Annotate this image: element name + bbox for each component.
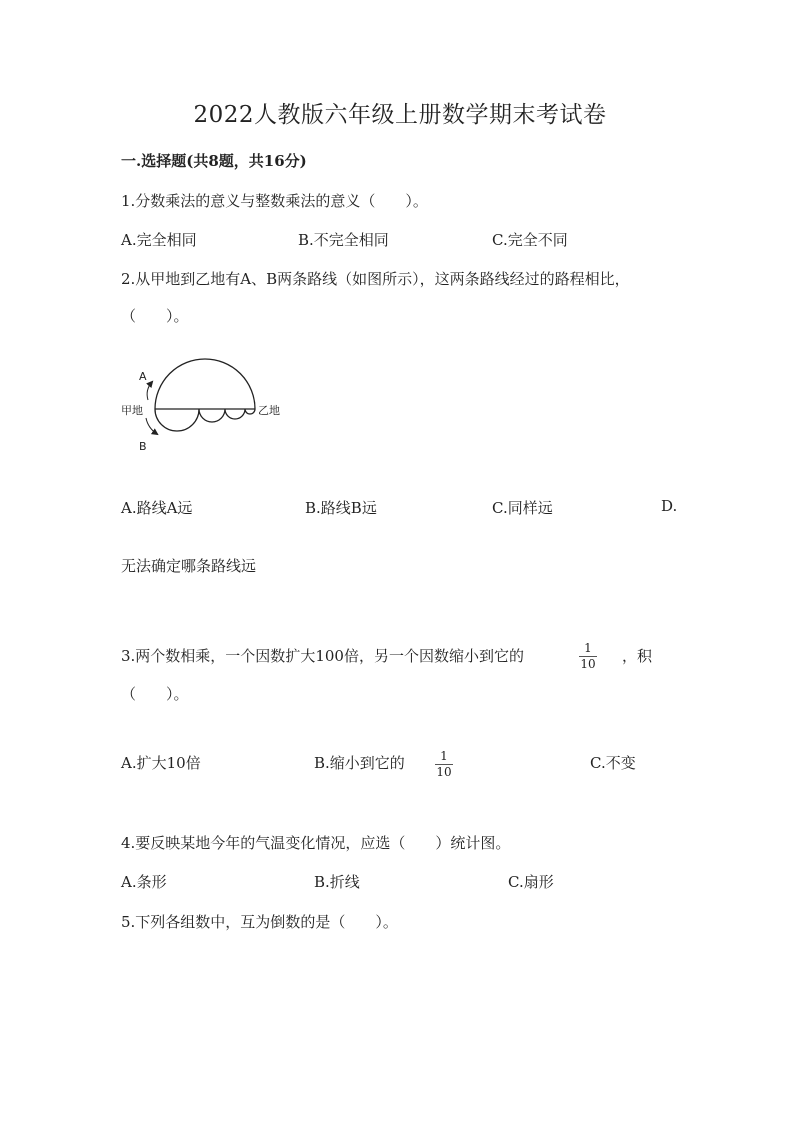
fraction-denominator: 10 [436, 765, 452, 779]
question-1-option-c: C.完全不同 [492, 231, 568, 249]
start-label: 甲地 [121, 404, 143, 417]
fraction-numerator: 1 [440, 749, 448, 763]
route-diagram [115, 352, 295, 462]
route-a-arc [155, 359, 255, 409]
route-a-arrow [147, 382, 152, 400]
route-b-arrow [146, 418, 157, 434]
question-2-text-line2: （ ）。 [121, 307, 189, 325]
route-a-label: A [139, 370, 147, 383]
option-b-fraction [435, 745, 453, 779]
question-3-text-before: 3.两个数相乘，一个因数扩大100倍，另一个因数缩小到它的 [121, 647, 524, 665]
question-3-option-c: C.不变 [590, 754, 636, 772]
question-1-text: 1.分数乘法的意义与整数乘法的意义（ ）。 [121, 192, 428, 210]
question-2-option-a: A.路线A远 [121, 499, 193, 517]
page-title: 2022人教版六年级上册数学期末考试卷 [193, 102, 607, 128]
question-4-text: 4.要反映某地今年的气温变化情况，应选（ ）统计图。 [121, 834, 511, 852]
fraction-numerator: 1 [584, 641, 592, 655]
question-2-text-line1: 2.从甲地到乙地有A、B两条路线（如图所示），这两条路线经过的路程相比， [121, 270, 630, 288]
question-2-option-d: D. [661, 497, 678, 515]
question-4-option-a: A.条形 [121, 873, 167, 891]
question-3-text-line2: （ ）。 [121, 685, 189, 703]
question-4-option-b: B.折线 [314, 873, 360, 891]
fraction-denominator: 10 [580, 657, 596, 671]
question-3-text-after: ，积 [622, 647, 653, 665]
question-3-fraction [579, 637, 597, 671]
question-1-option-b: B.不完全相同 [298, 231, 389, 249]
route-b-arcs [155, 409, 255, 431]
question-3-option-a: A.扩大10倍 [121, 754, 201, 772]
route-b-label: B [139, 440, 147, 453]
question-4-option-c: C.扇形 [508, 873, 554, 891]
end-label: 乙地 [258, 404, 280, 417]
question-2-option-b: B.路线B远 [305, 499, 377, 517]
question-2-option-d-continued: 无法确定哪条路线远 [121, 557, 257, 575]
section-heading: 一.选择题(共8题，共16分) [121, 152, 307, 170]
question-3-option-b: B.缩小到它的 [314, 754, 405, 772]
question-5-text: 5.下列各组数中，互为倒数的是（ ）。 [121, 913, 398, 931]
question-1-option-a: A.完全相同 [121, 231, 197, 249]
question-2-option-c: C.同样远 [492, 499, 553, 517]
